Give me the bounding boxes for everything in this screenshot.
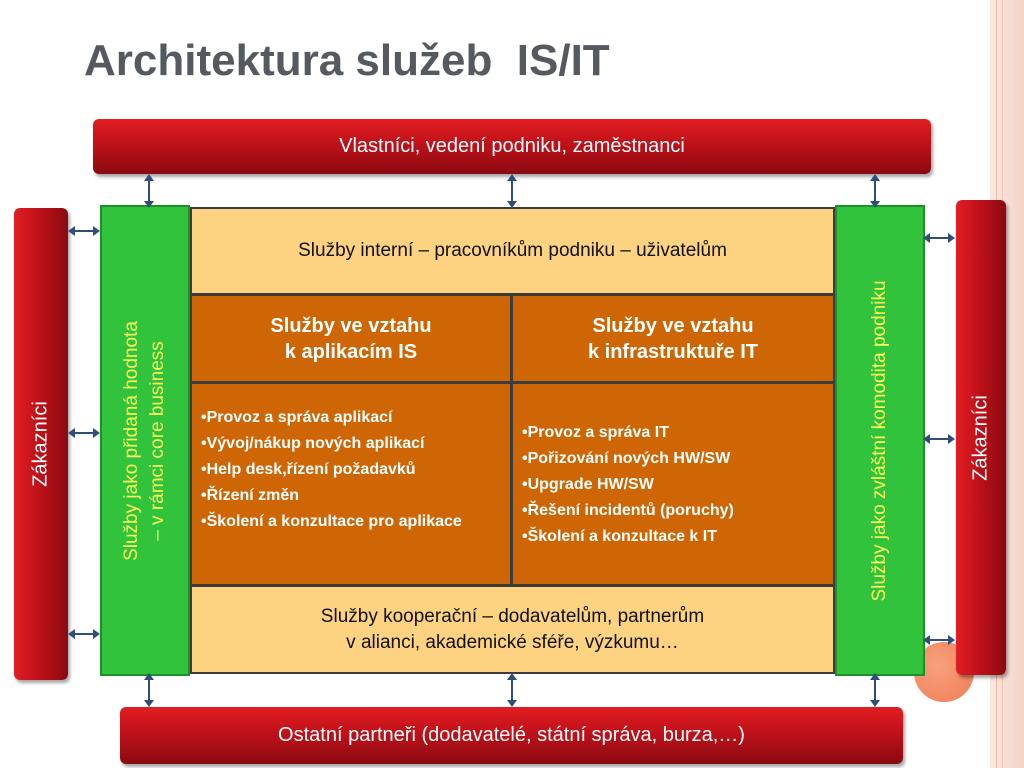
apps-list-cell [192, 384, 510, 584]
customers-left-label: Zákazníci [29, 401, 52, 487]
added-value-line2: – v rámci core business [147, 340, 168, 541]
list-item: •Vývoj/nákup nových aplikací [201, 435, 425, 452]
services-grid [190, 207, 835, 674]
added-value-label [119, 321, 171, 561]
infra-list-cell [513, 384, 833, 584]
owners-bar [93, 119, 931, 174]
list-item: •Provoz a správa aplikací [201, 409, 393, 426]
double-arrow-icon [506, 673, 518, 707]
infra-list [522, 420, 825, 550]
customers-right-panel [956, 200, 1006, 675]
apps-header-cell [192, 296, 510, 381]
infra-header-cell [513, 296, 833, 381]
slide-title: Architektura služeb IS/IT [84, 36, 610, 85]
list-item: •Pořizování nových HW/SW [522, 450, 731, 467]
internal-services-label: Služby interní – pracovníkům podniku – uživatelům [298, 240, 727, 261]
list-item: •Upgrade HW/SW [522, 476, 654, 493]
double-arrow-icon [143, 673, 155, 707]
list-item: •Řešení incidentů (poruchy) [522, 502, 734, 519]
list-item: •Řízení změn [201, 487, 300, 504]
double-arrow-icon [923, 634, 955, 646]
commodity-column [835, 205, 925, 676]
cooperation-line2: v alianci, akademické sféře, výzkumu… [346, 631, 679, 653]
apps-list [201, 405, 502, 535]
owners-bar-label: Vlastníci, vedení podniku, zaměstnanci [339, 135, 685, 157]
partners-bar [120, 707, 903, 764]
list-item: •Provoz a správa IT [522, 424, 669, 441]
internal-services-cell [192, 209, 833, 293]
cooperation-line1: Služby kooperační – dodavatelům, partnerům [320, 605, 705, 627]
apps-header-line1: Služby ve vztahu [270, 314, 432, 337]
list-item: •Školení a konzultace k IT [522, 528, 717, 545]
double-arrow-icon [68, 225, 100, 237]
list-item: •Help desk,řízení požadavků [201, 461, 416, 478]
double-arrow-icon [869, 673, 881, 707]
double-arrow-icon [869, 174, 881, 208]
double-arrow-icon [923, 433, 955, 445]
cooperation-cell [192, 587, 833, 672]
double-arrow-icon [923, 232, 955, 244]
double-arrow-icon [506, 174, 518, 208]
double-arrow-icon [68, 427, 100, 439]
infra-header-line1: Služby ve vztahu [592, 314, 754, 337]
apps-header-line2: k aplikacím IS [284, 340, 418, 363]
commodity-label: Služby jako zvláštní komodita podniku [869, 279, 890, 602]
double-arrow-icon [68, 628, 100, 640]
added-value-line1: Služby jako přidaná hodnota [121, 320, 142, 561]
added-value-column [100, 205, 190, 676]
customers-left-panel [14, 208, 68, 680]
list-item: •Školení a konzultace pro aplikace [201, 513, 462, 530]
double-arrow-icon [143, 174, 155, 208]
partners-bar-label: Ostatní partneři (dodavatelé, státní správa, burza,…) [278, 724, 745, 746]
infra-header-line2: k infrastruktuře IT [587, 340, 759, 363]
customers-right-label: Zákazníci [969, 394, 992, 481]
